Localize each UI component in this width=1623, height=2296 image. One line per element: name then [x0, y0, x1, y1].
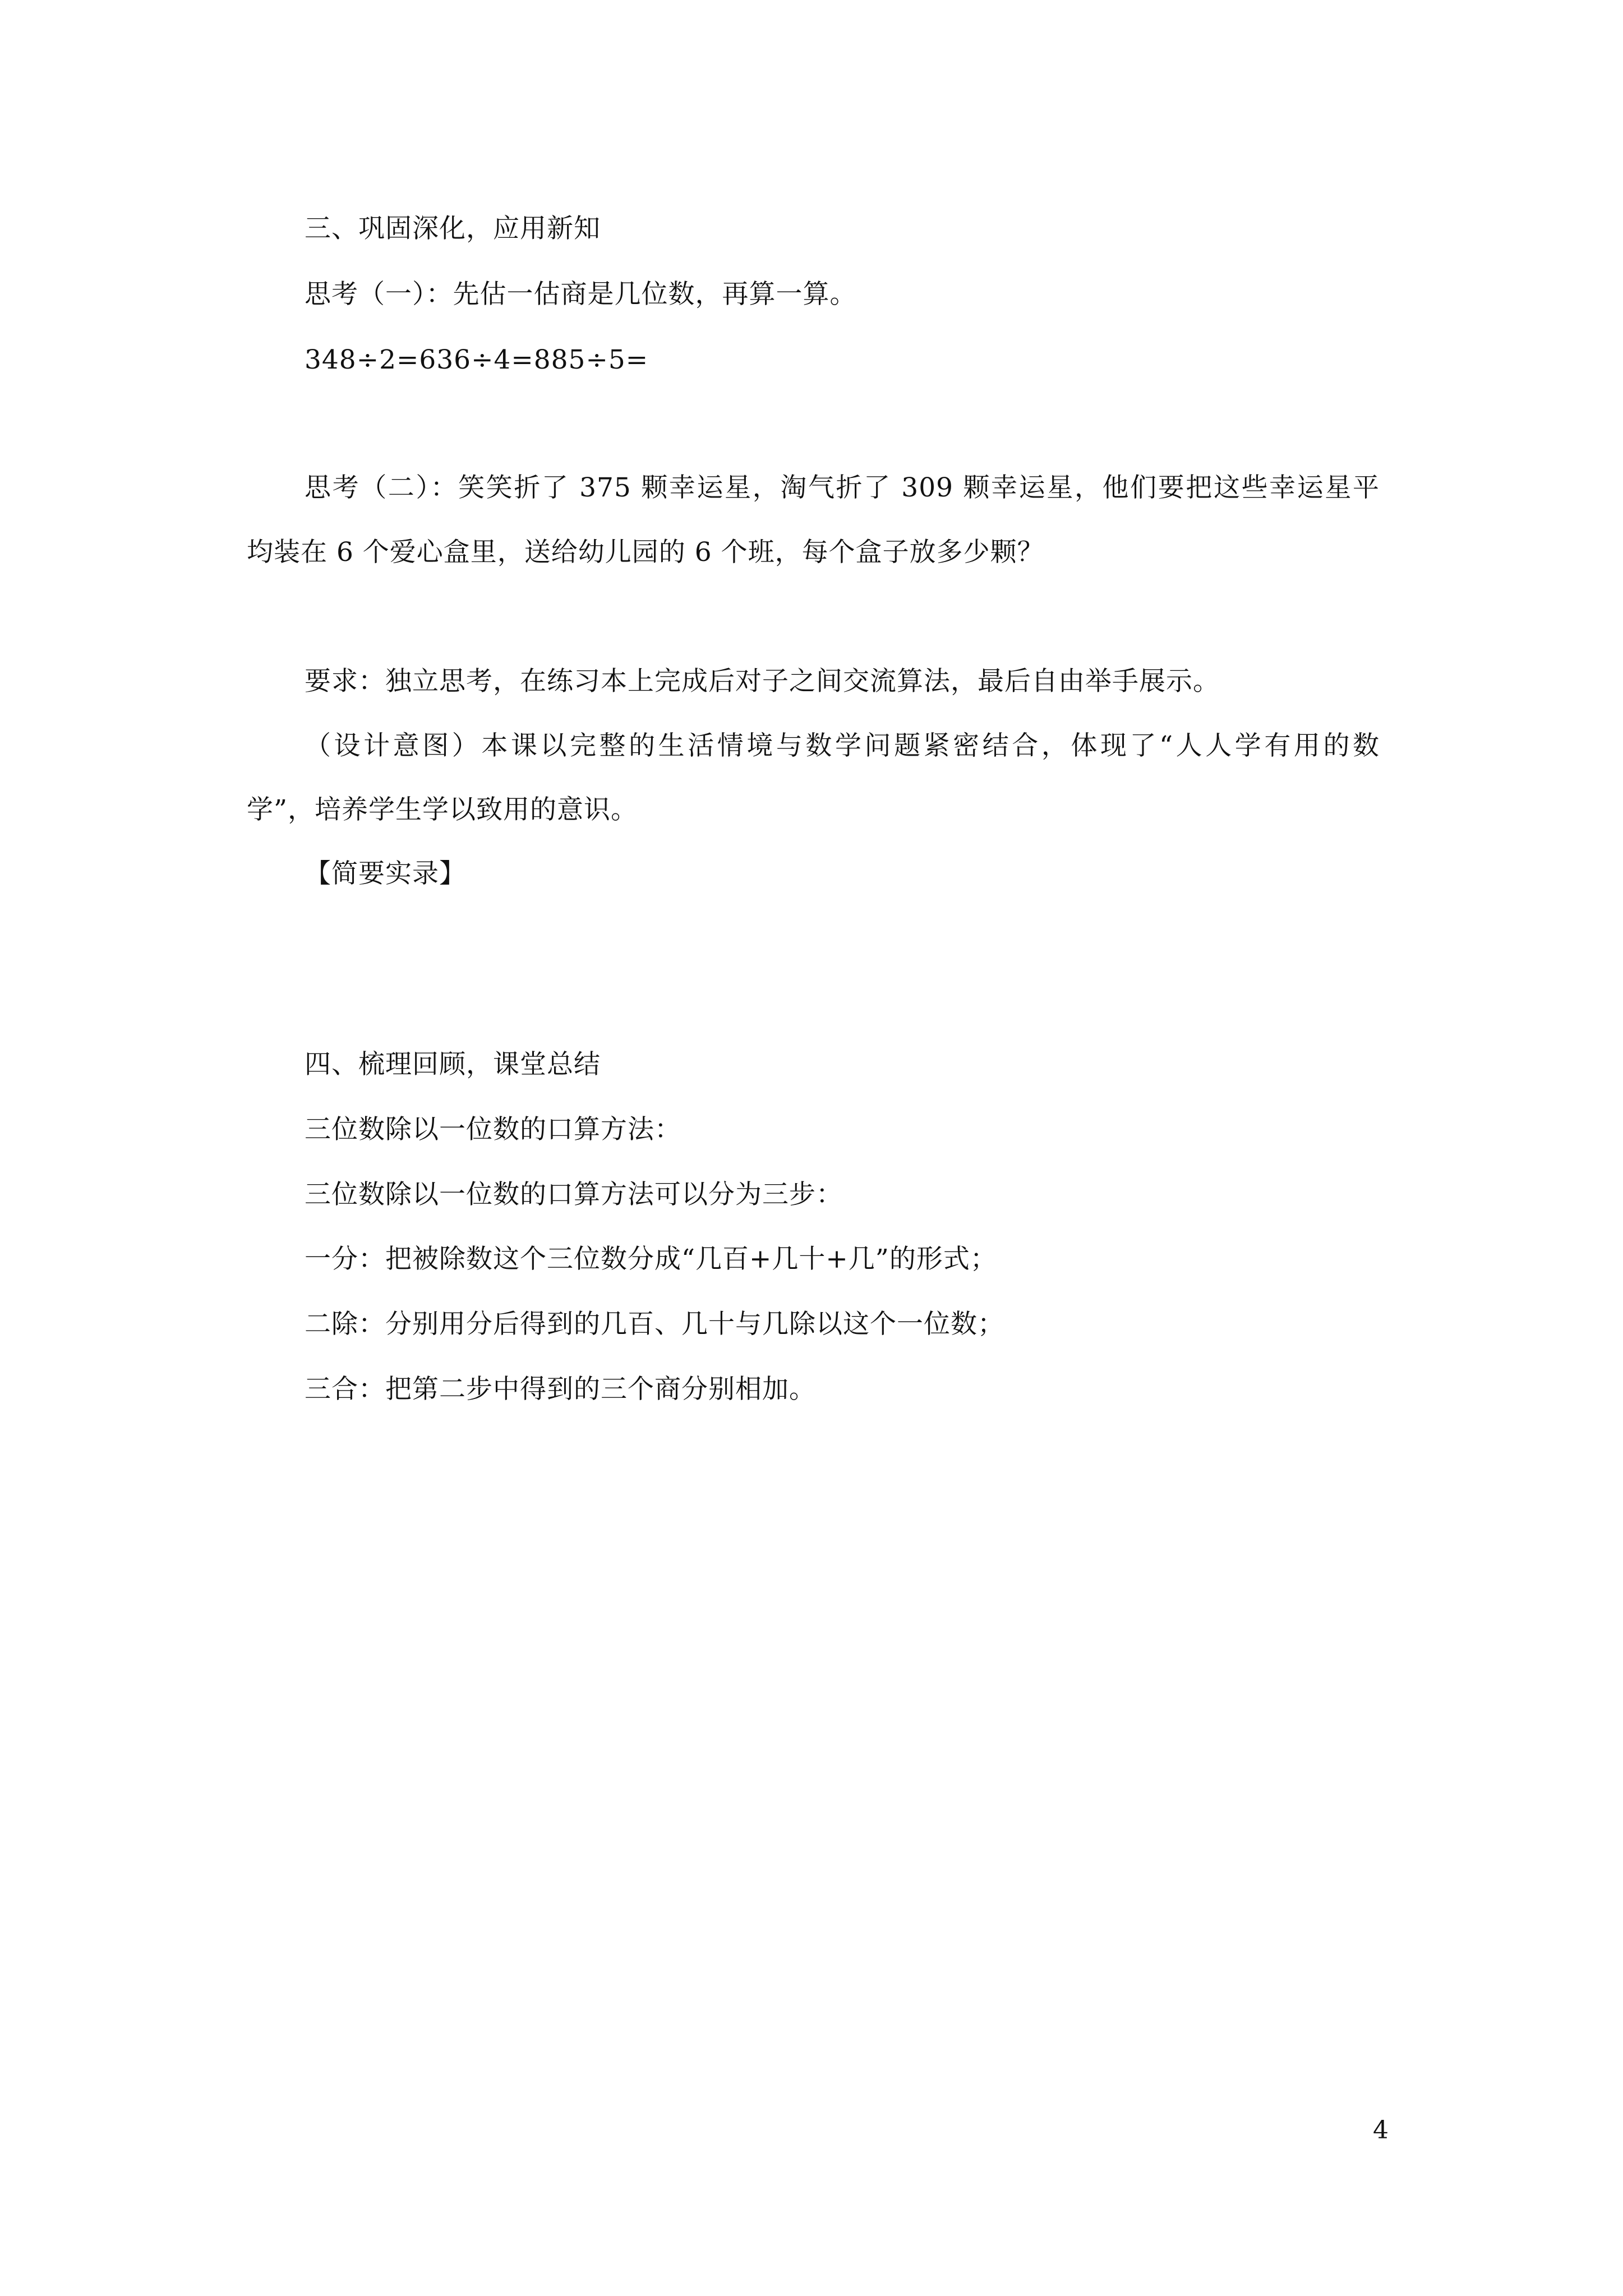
page-number: 4 [1373, 2116, 1389, 2145]
record-heading: 【简要实录】 [305, 858, 466, 889]
section3-heading: 三、巩固深化，应用新知 [305, 213, 601, 244]
design-intent-line1: （设计意图）本课以完整的生活情境与数学问题紧密结合，体现了“人人学有用的数 [305, 730, 1380, 761]
section4-heading: 四、梳理回顾，课堂总结 [305, 1049, 601, 1080]
steps-intro: 三位数除以一位数的口算方法可以分为三步： [305, 1179, 843, 1210]
method-title: 三位数除以一位数的口算方法： [305, 1114, 681, 1145]
think2-line2: 均装在 6 个爱心盒里，送给幼儿园的 6 个班，每个盒子放多少颗？ [247, 537, 1044, 568]
requirement-text: 要求：独立思考，在练习本上完成后对子之间交流算法，最后自由举手展示。 [305, 666, 1220, 697]
step-2: 二除：分别用分后得到的几百、几十与几除以这个一位数； [305, 1309, 1004, 1340]
design-intent-line2: 学”，培养学生学以致用的意识。 [247, 794, 638, 825]
think1-text: 思考（一）：先估一估商是几位数，再算一算。 [305, 279, 857, 310]
step-1: 一分：把被除数这个三位数分成“几百+几十+几”的形式； [305, 1244, 997, 1274]
step-3: 三合：把第二步中得到的三个商分别相加。 [305, 1374, 816, 1405]
equations-text: 348÷2=636÷4=885÷5= [305, 344, 649, 375]
think2-line1: 思考（二）：笑笑折了 375 颗幸运星，淘气折了 309 颗幸运星，他们要把这些幸运星平 [305, 472, 1380, 503]
